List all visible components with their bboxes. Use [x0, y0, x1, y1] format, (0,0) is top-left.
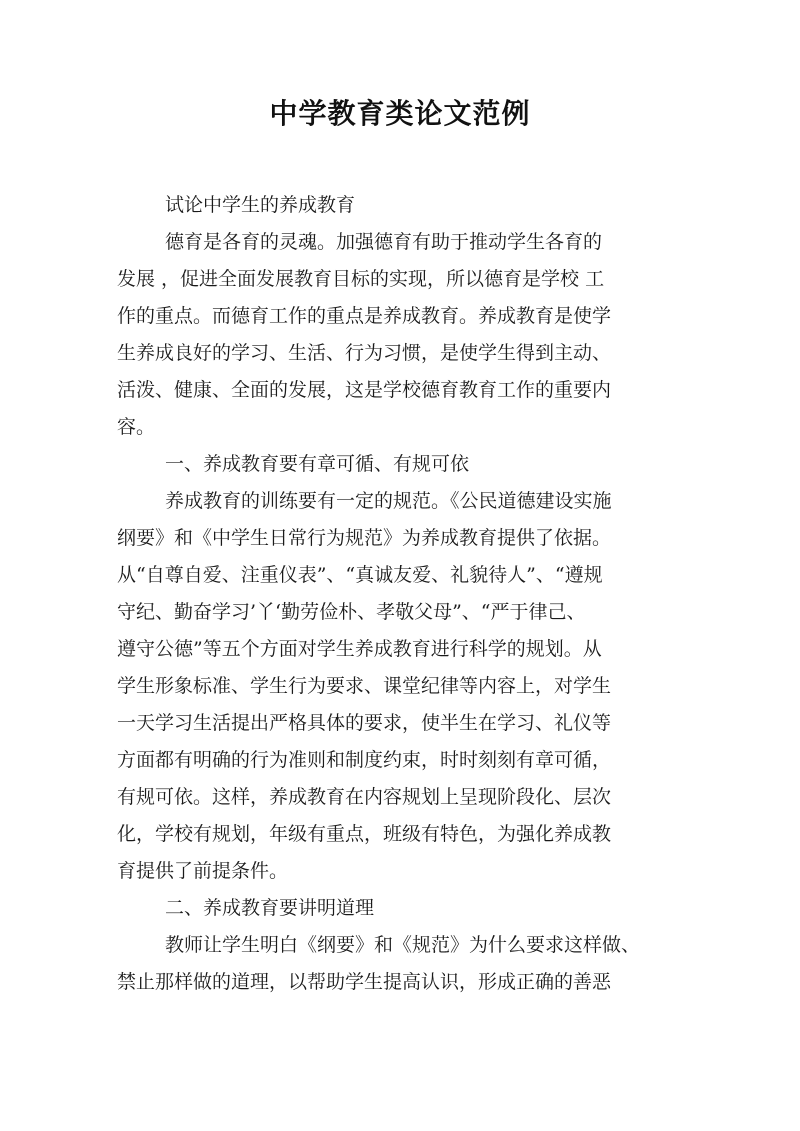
paragraph-line: 有规可依。这样，养成教育在内容规划上呈现阶段化、层次 [117, 786, 612, 808]
section-heading: 一、养成教育要有章可循、有规可依 [165, 453, 470, 475]
paragraph-line: 教师让学生明白《纲要》和《规范》为什么要求这样做、 [165, 934, 641, 956]
paragraph-line: 育提供了前提条件。 [117, 860, 289, 882]
paragraph-line: 化，学校有规划，年级有重点，班级有特色，为强化养成教 [117, 823, 612, 845]
paragraph-line: 学生形象标准、学生行为要求、课堂纪律等内容上，对学生 [117, 675, 612, 697]
paragraph-line: 作的重点。而德育工作的重点是养成教育。养成教育是使学 [117, 305, 612, 327]
paragraph-line: 生养成良好的学习、生活、行为习惯，是使学生得到主动、 [117, 342, 612, 364]
paragraph-line: 从“自尊自爱、注重仪表”、“真诚友爱、礼貌待人”、“遵规 [117, 564, 603, 586]
paragraph-line: 发展 ，促进全面发展教育目标的实现，所以德育是学校 工 [117, 268, 605, 290]
paragraph-line: 方面都有明确的行为准则和制度约束，时时刻刻有章可循， [117, 749, 612, 771]
paragraph-line: 一天学习生活提出严格具体的要求，使半生在学习、礼仪等 [117, 712, 612, 734]
document-title: 中学教育类论文范例 [269, 97, 531, 130]
paragraph-line: 纲要》和《中学生日常行为规范》为养成教育提供了依据。 [117, 527, 612, 549]
article-subtitle: 试论中学生的养成教育 [165, 194, 356, 216]
paragraph-line: 禁止那样做的道理，以帮助学生提高认识，形成正确的善恶 [117, 971, 612, 993]
paragraph-line: 守纪、勤奋学习’丫‘勤劳俭朴、孝敬父母”、“严于律己、 [117, 601, 586, 623]
paragraph-line: 活泼、健康、全面的发展，这是学校德育教育工作的重要内 [117, 379, 612, 401]
section-heading: 二、养成教育要讲明道理 [165, 897, 375, 919]
paragraph-line: 德育是各育的灵魂。加强德育有助于推动学生各育的 [165, 231, 603, 253]
paragraph-line: 容。 [117, 416, 156, 438]
paragraph-line: 遵守公德”等五个方面对学生养成教育进行科学的规划。从 [117, 638, 602, 660]
paragraph-line: 养成教育的训练要有一定的规范。《公民道德建设实施 [165, 490, 612, 512]
